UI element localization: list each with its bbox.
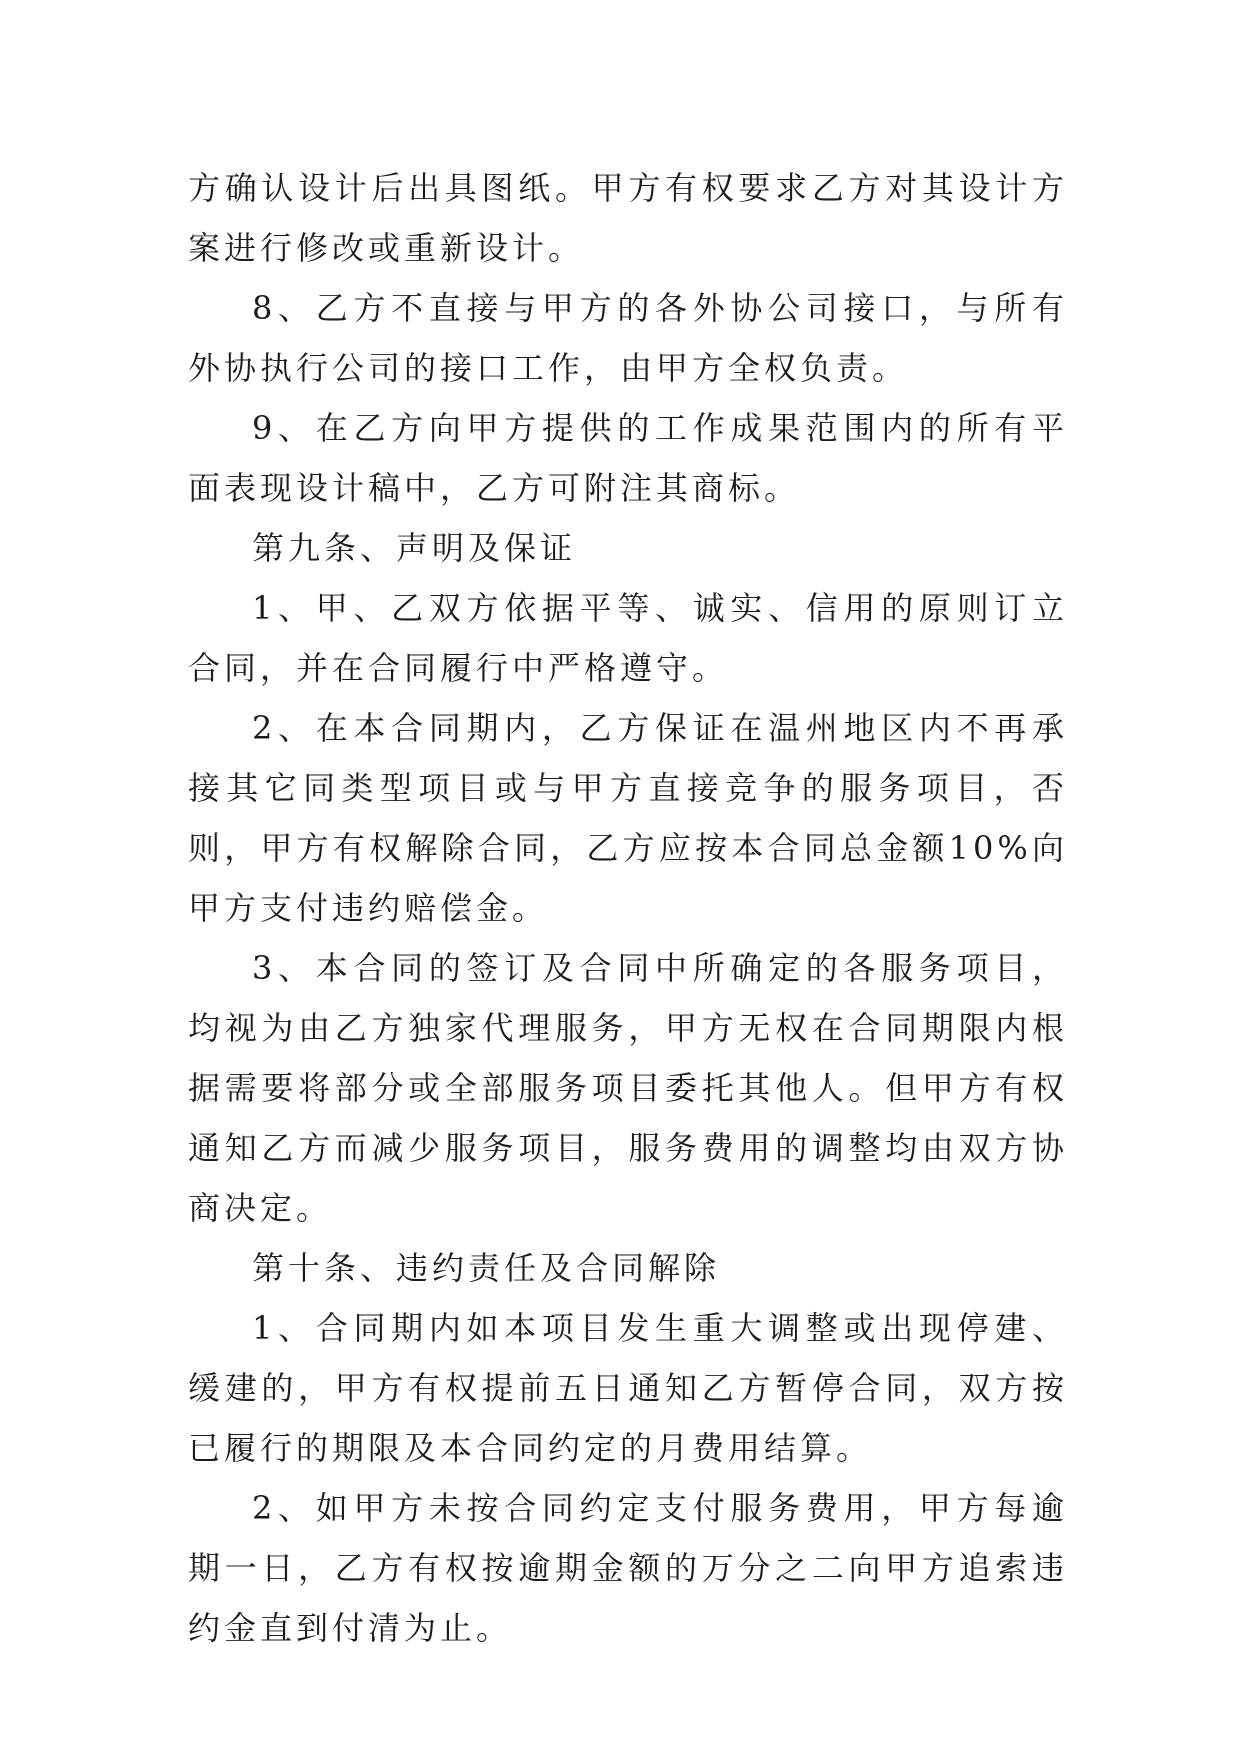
document-body (188, 158, 1068, 1658)
article-9-heading: 第九条、声明及保证 (252, 529, 577, 567)
paragraph-article-9-item-3: 3、本合同的签订及合同中所确定的各服务项目，均视为由乙方独家代理服务，甲方无权在合同期限内根据需要将部分或全部服务项目委托其他人。但甲方有权通知乙方而减少服务项目，服务费用的调整均由双方协商决定。 (188, 949, 1068, 1227)
paragraph-clause-9: 9、在乙方向甲方提供的工作成果范围内的所有平面表现设计稿中，乙方可附注其商标。 (188, 409, 1068, 507)
paragraph-article-10-item-1: 1、合同期内如本项目发生重大调整或出现停建、缓建的，甲方有权提前五日通知乙方暂停合同，双方按已履行的期限及本合同约定的月费用结算。 (188, 1309, 1068, 1467)
paragraph-article-10-item-2: 2、如甲方未按合同约定支付服务费用，甲方每逾期一日，乙方有权按逾期金额的万分之二向甲方追索违约金直到付清为止。 (188, 1489, 1068, 1647)
article-10-heading: 第十条、违约责任及合同解除 (252, 1249, 721, 1287)
paragraph-design-revision: 方确认设计后出具图纸。甲方有权要求乙方对其设计方案进行修改或重新设计。 (188, 169, 1068, 267)
paragraph-article-9-item-2: 2、在本合同期内，乙方保证在温州地区内不再承接其它同类型项目或与甲方直接竞争的服务项目，否则，甲方有权解除合同，乙方应按本合同总金额10%向甲方支付违约赔偿金。 (188, 709, 1068, 927)
paragraph-clause-8: 8、乙方不直接与甲方的各外协公司接口，与所有外协执行公司的接口工作，由甲方全权负责。 (188, 289, 1068, 387)
paragraph-article-9-item-1: 1、甲、乙双方依据平等、诚实、信用的原则订立合同，并在合同履行中严格遵守。 (188, 589, 1068, 687)
